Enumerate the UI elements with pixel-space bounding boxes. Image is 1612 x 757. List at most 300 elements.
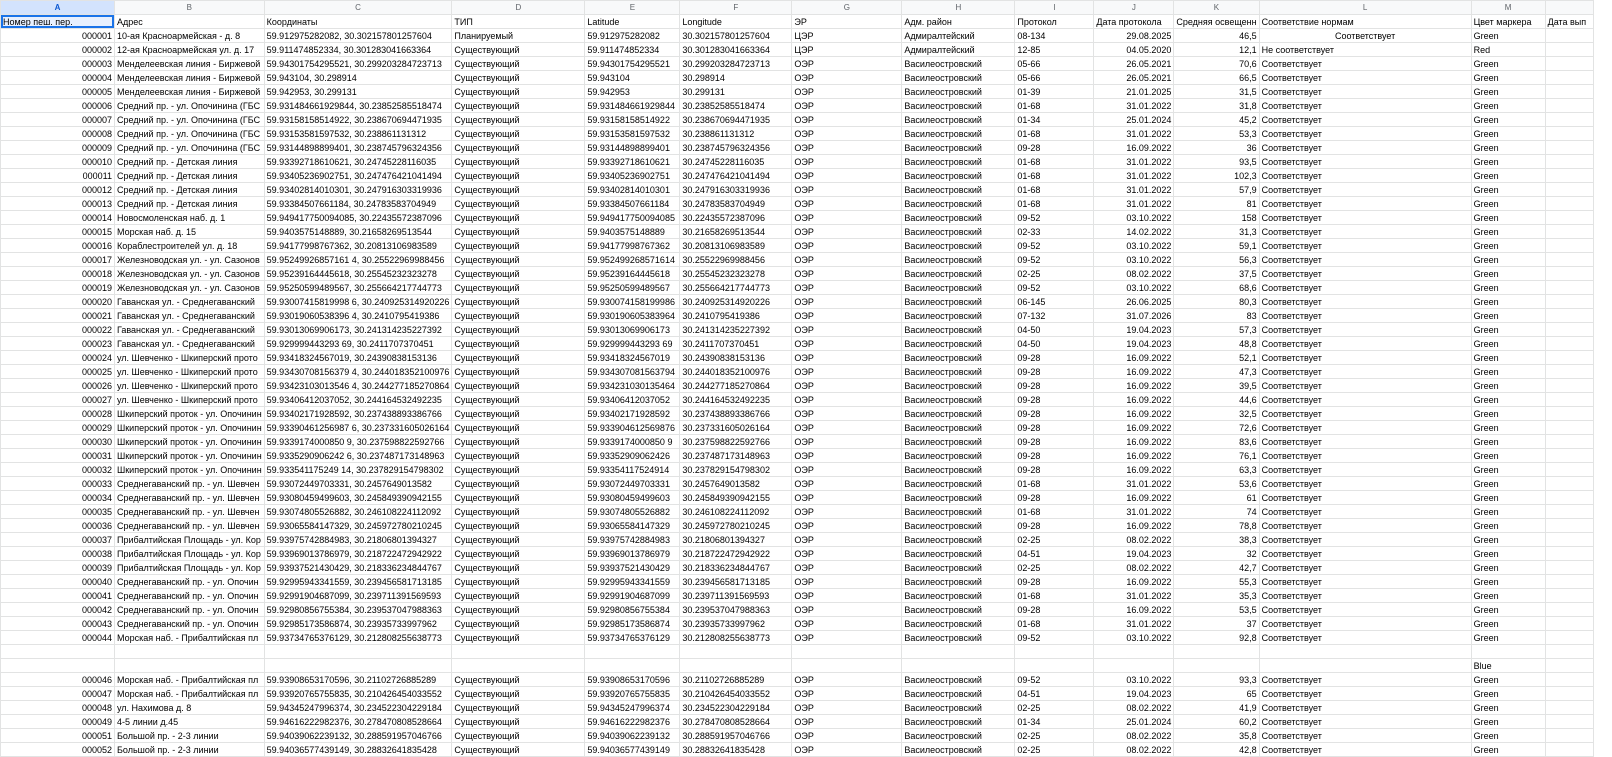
table-cell[interactable]: 01-68 xyxy=(1015,99,1094,113)
table-cell[interactable]: Существующий xyxy=(452,43,585,57)
table-cell[interactable]: Существующий xyxy=(452,267,585,281)
table-cell[interactable]: 31.01.2022 xyxy=(1094,589,1174,603)
table-cell[interactable]: Соответствует xyxy=(1259,169,1471,183)
table-cell[interactable]: 000020 xyxy=(1,295,115,309)
table-cell[interactable] xyxy=(1545,533,1593,547)
table-cell[interactable]: 35,3 xyxy=(1174,589,1259,603)
table-cell[interactable] xyxy=(1545,463,1593,477)
table-cell[interactable]: 000026 xyxy=(1,379,115,393)
table-cell[interactable]: 000032 xyxy=(1,463,115,477)
table-cell[interactable]: Green xyxy=(1471,491,1545,505)
table-cell[interactable]: Василеостровский xyxy=(902,715,1015,729)
table-cell[interactable]: Среднегаванский пр. - ул. Опочин xyxy=(115,617,265,631)
table-cell[interactable]: 59.93352909062426 xyxy=(585,449,680,463)
table-cell[interactable]: 59.949417750094085, 30.22435572387096 xyxy=(264,211,452,225)
table-cell[interactable]: Green xyxy=(1471,519,1545,533)
table-cell[interactable]: 01-34 xyxy=(1015,715,1094,729)
table-cell[interactable]: Существующий xyxy=(452,99,585,113)
table-cell[interactable]: Green xyxy=(1471,449,1545,463)
table-cell[interactable]: Green xyxy=(1471,533,1545,547)
table-cell[interactable] xyxy=(1545,113,1593,127)
table-cell[interactable]: 59.93975742884983, 30.21806801394327 xyxy=(264,533,452,547)
table-cell[interactable]: 59.93074805526882, 30.246108224112092 xyxy=(264,505,452,519)
table-cell[interactable]: 000017 xyxy=(1,253,115,267)
table-cell[interactable] xyxy=(1259,645,1471,659)
table-cell[interactable]: Существующий xyxy=(452,603,585,617)
table-cell[interactable]: 02-25 xyxy=(1015,743,1094,757)
table-cell[interactable]: Существующий xyxy=(452,379,585,393)
table-cell[interactable]: Green xyxy=(1471,477,1545,491)
table-cell[interactable]: Среднегаванский пр. - ул. Опочин xyxy=(115,575,265,589)
table-cell[interactable]: Green xyxy=(1471,113,1545,127)
table-cell[interactable]: Существующий xyxy=(452,155,585,169)
table-cell[interactable] xyxy=(1545,43,1593,57)
table-cell[interactable]: Василеостровский xyxy=(902,687,1015,701)
table-cell[interactable]: 000004 xyxy=(1,71,115,85)
column-header-L[interactable]: L xyxy=(1259,1,1471,15)
table-cell[interactable]: 4-5 линии д.45 xyxy=(115,715,265,729)
table-cell[interactable]: Василеостровский xyxy=(902,533,1015,547)
table-cell[interactable]: Существующий xyxy=(452,589,585,603)
table-cell[interactable]: 60,2 xyxy=(1174,715,1259,729)
header-cell[interactable]: Адрес xyxy=(115,15,265,29)
table-cell[interactable]: 59.93019060538396 4, 30.2410795419386 xyxy=(264,309,452,323)
table-cell[interactable]: Существующий xyxy=(452,715,585,729)
table-cell[interactable]: Существующий xyxy=(452,463,585,477)
table-cell[interactable]: Существующий xyxy=(452,533,585,547)
table-cell[interactable]: 000051 xyxy=(1,729,115,743)
table-cell[interactable]: Существующий xyxy=(452,505,585,519)
table-cell[interactable]: 59.95250599489567, 30.255664217744773 xyxy=(264,281,452,295)
table-cell[interactable]: 59.943104, 30.298914 xyxy=(264,71,452,85)
table-cell[interactable]: 70,6 xyxy=(1174,57,1259,71)
table-cell[interactable]: 59.912975282082 xyxy=(585,29,680,43)
table-cell[interactable]: Василеостровский xyxy=(902,673,1015,687)
table-cell[interactable]: Шкиперский проток - ул. Опочинин xyxy=(115,463,265,477)
table-cell[interactable]: Железноводская ул. - ул. Сазонов xyxy=(115,281,265,295)
table-cell[interactable] xyxy=(1545,253,1593,267)
table-cell[interactable]: ОЭР xyxy=(792,267,902,281)
table-cell[interactable]: Существующий xyxy=(452,57,585,71)
table-cell[interactable]: 59.93402814010301 xyxy=(585,183,680,197)
table-cell[interactable]: Green xyxy=(1471,393,1545,407)
table-cell[interactable]: 59.93007415819998 6, 30.240925314920226 xyxy=(264,295,452,309)
table-cell[interactable]: Морская наб. д. 15 xyxy=(115,225,265,239)
table-cell[interactable]: 59.92991904687099, 30.239711391569593 xyxy=(264,589,452,603)
table-cell[interactable]: Соответствует xyxy=(1259,253,1471,267)
table-cell[interactable]: 41,9 xyxy=(1174,701,1259,715)
table-cell[interactable]: ОЭР xyxy=(792,127,902,141)
table-cell[interactable]: 25.01.2024 xyxy=(1094,113,1174,127)
table-cell[interactable]: Соответствует xyxy=(1259,701,1471,715)
table-cell[interactable]: Большой пр. - 2-3 линии xyxy=(115,729,265,743)
table-cell[interactable]: 59.95249926857161 4, 30.25522969988456 xyxy=(264,253,452,267)
table-cell[interactable] xyxy=(1259,659,1471,673)
table-cell[interactable]: ОЭР xyxy=(792,449,902,463)
table-cell[interactable]: 46,5 xyxy=(1174,29,1259,43)
header-cell[interactable]: Номер пеш. пер. xyxy=(1,15,115,29)
table-cell[interactable]: 31,5 xyxy=(1174,85,1259,99)
table-cell[interactable] xyxy=(1545,211,1593,225)
table-cell[interactable]: 59.934231030135464 xyxy=(585,379,680,393)
table-cell[interactable]: ОЭР xyxy=(792,351,902,365)
table-cell[interactable]: 000014 xyxy=(1,211,115,225)
table-cell[interactable]: 72,6 xyxy=(1174,421,1259,435)
table-cell[interactable]: 59.92985173586874 xyxy=(585,617,680,631)
table-cell[interactable]: 59.93158158514922 xyxy=(585,113,680,127)
column-header-M[interactable]: M xyxy=(1471,1,1545,15)
table-cell[interactable]: 59,1 xyxy=(1174,239,1259,253)
table-cell[interactable]: Соответствует xyxy=(1259,743,1471,757)
table-cell[interactable] xyxy=(792,659,902,673)
table-cell[interactable]: Василеостровский xyxy=(902,57,1015,71)
table-cell[interactable]: Существующий xyxy=(452,85,585,99)
table-cell[interactable]: 26.05.2021 xyxy=(1094,57,1174,71)
table-cell[interactable] xyxy=(452,645,585,659)
table-cell[interactable]: Green xyxy=(1471,617,1545,631)
table-cell[interactable]: Существующий xyxy=(452,491,585,505)
table-cell[interactable]: 03.10.2022 xyxy=(1094,239,1174,253)
table-cell[interactable]: ОЭР xyxy=(792,71,902,85)
table-cell[interactable]: Существующий xyxy=(452,435,585,449)
table-cell[interactable]: 01-68 xyxy=(1015,183,1094,197)
table-cell[interactable] xyxy=(1545,645,1593,659)
table-cell[interactable]: 000001 xyxy=(1,29,115,43)
column-header-extra[interactable] xyxy=(1545,1,1593,15)
table-cell[interactable]: Существующий xyxy=(452,519,585,533)
table-cell[interactable]: 30.25545232323278 xyxy=(680,267,792,281)
table-cell[interactable]: Соответствует xyxy=(1259,589,1471,603)
table-cell[interactable]: 30.247476421041494 xyxy=(680,169,792,183)
table-cell[interactable]: ОЭР xyxy=(792,617,902,631)
table-cell[interactable] xyxy=(1545,155,1593,169)
table-cell[interactable]: 08-134 xyxy=(1015,29,1094,43)
table-cell[interactable]: Green xyxy=(1471,253,1545,267)
table-cell[interactable]: 000016 xyxy=(1,239,115,253)
table-cell[interactable]: 59.93384507661184 xyxy=(585,197,680,211)
table-cell[interactable]: Среднегаванский пр. - ул. Шевчен xyxy=(115,505,265,519)
table-cell[interactable] xyxy=(680,659,792,673)
table-cell[interactable] xyxy=(1545,239,1593,253)
table-cell[interactable]: Менделеевская линия - Биржевой xyxy=(115,85,265,99)
table-cell[interactable] xyxy=(452,659,585,673)
table-cell[interactable]: 000040 xyxy=(1,575,115,589)
table-cell[interactable] xyxy=(1545,169,1593,183)
table-cell[interactable] xyxy=(585,645,680,659)
table-cell[interactable]: 000044 xyxy=(1,631,115,645)
table-cell[interactable]: Green xyxy=(1471,281,1545,295)
table-cell[interactable]: Существующий xyxy=(452,407,585,421)
table-cell[interactable]: Существующий xyxy=(452,197,585,211)
table-cell[interactable] xyxy=(1545,519,1593,533)
table-cell[interactable]: 16.09.2022 xyxy=(1094,379,1174,393)
table-cell[interactable]: ОЭР xyxy=(792,491,902,505)
table-cell[interactable]: 59.93406412037052 xyxy=(585,393,680,407)
table-cell[interactable]: ОЭР xyxy=(792,281,902,295)
table-cell[interactable]: 59.929999443293 69 xyxy=(585,337,680,351)
table-cell[interactable]: 59.92980856755384 xyxy=(585,603,680,617)
table-cell[interactable]: Соответствует xyxy=(1259,393,1471,407)
table-cell[interactable]: Соответствует xyxy=(1259,379,1471,393)
table-cell[interactable]: 59.911474852334 xyxy=(585,43,680,57)
table-cell[interactable] xyxy=(1545,715,1593,729)
table-cell[interactable]: Существующий xyxy=(452,743,585,757)
table-cell[interactable]: 92,8 xyxy=(1174,631,1259,645)
table-cell[interactable]: 000011 xyxy=(1,169,115,183)
table-cell[interactable]: Green xyxy=(1471,701,1545,715)
table-cell[interactable]: Василеостровский xyxy=(902,603,1015,617)
table-cell[interactable]: 08.02.2022 xyxy=(1094,561,1174,575)
table-cell[interactable]: Среднегаванский пр. - ул. Шевчен xyxy=(115,519,265,533)
table-cell[interactable]: 25.01.2024 xyxy=(1094,715,1174,729)
table-cell[interactable]: 30.244277185270864 xyxy=(680,379,792,393)
table-cell[interactable]: Соответствует xyxy=(1259,673,1471,687)
table-cell[interactable]: 03.10.2022 xyxy=(1094,211,1174,225)
table-cell[interactable]: 59.93418324567019, 30.24390838153136 xyxy=(264,351,452,365)
table-cell[interactable]: ОЭР xyxy=(792,323,902,337)
table-cell[interactable]: 000048 xyxy=(1,701,115,715)
table-cell[interactable]: Василеостровский xyxy=(902,701,1015,715)
column-header-B[interactable]: B xyxy=(115,1,265,15)
table-cell[interactable]: 09-52 xyxy=(1015,281,1094,295)
table-cell[interactable]: 59.9339174000850 9, 30.237598822592766 xyxy=(264,435,452,449)
table-cell[interactable]: 30.245972780210245 xyxy=(680,519,792,533)
table-cell[interactable]: 59.94177998767362, 30.20813106983589 xyxy=(264,239,452,253)
table-cell[interactable]: 59.93975742884983 xyxy=(585,533,680,547)
table-cell[interactable] xyxy=(1545,729,1593,743)
table-cell[interactable]: 83,6 xyxy=(1174,435,1259,449)
table-cell[interactable]: Существующий xyxy=(452,477,585,491)
table-cell[interactable]: Существующий xyxy=(452,225,585,239)
table-cell[interactable]: Соответствует xyxy=(1259,477,1471,491)
table-cell[interactable]: ОЭР xyxy=(792,407,902,421)
table-cell[interactable]: Соответствует xyxy=(1259,687,1471,701)
table-cell[interactable]: 000043 xyxy=(1,617,115,631)
table-cell[interactable]: Green xyxy=(1471,323,1545,337)
table-cell[interactable]: 000018 xyxy=(1,267,115,281)
table-cell[interactable] xyxy=(1015,659,1094,673)
table-cell[interactable]: 30.21102726885289 xyxy=(680,673,792,687)
table-cell[interactable]: 53,5 xyxy=(1174,603,1259,617)
table-cell[interactable]: 000005 xyxy=(1,85,115,99)
table-cell[interactable] xyxy=(1545,71,1593,85)
table-cell[interactable]: 76,1 xyxy=(1174,449,1259,463)
table-cell[interactable]: 16.09.2022 xyxy=(1094,421,1174,435)
table-cell[interactable]: 59.93354117524914 xyxy=(585,463,680,477)
table-cell[interactable]: 59.93392718610621, 30.24745228116035 xyxy=(264,155,452,169)
table-cell[interactable]: 36 xyxy=(1174,141,1259,155)
table-cell[interactable]: 16.09.2022 xyxy=(1094,435,1174,449)
table-cell[interactable]: 30.218722472942922 xyxy=(680,547,792,561)
table-cell[interactable]: 30.247916303319936 xyxy=(680,183,792,197)
table-cell[interactable]: Гаванская ул. - Среднегаванский xyxy=(115,337,265,351)
table-cell[interactable]: 000019 xyxy=(1,281,115,295)
table-cell[interactable]: 59.93734765376129, 30.212808255638773 xyxy=(264,631,452,645)
table-cell[interactable]: 14.02.2022 xyxy=(1094,225,1174,239)
table-cell[interactable]: 02-25 xyxy=(1015,701,1094,715)
table-cell[interactable] xyxy=(1545,351,1593,365)
table-cell[interactable]: Соответствует xyxy=(1259,309,1471,323)
table-cell[interactable]: 000025 xyxy=(1,365,115,379)
table-cell[interactable]: Соответствует xyxy=(1259,575,1471,589)
table-cell[interactable]: Соответствует xyxy=(1259,155,1471,169)
table-cell[interactable]: Василеостровский xyxy=(902,211,1015,225)
table-cell[interactable]: 59.93144898899401 xyxy=(585,141,680,155)
table-cell[interactable]: 30.237829154798302 xyxy=(680,463,792,477)
table-cell[interactable]: Green xyxy=(1471,589,1545,603)
table-cell[interactable]: 01-68 xyxy=(1015,617,1094,631)
table-cell[interactable]: Соответствует xyxy=(1259,225,1471,239)
table-cell[interactable] xyxy=(1545,337,1593,351)
table-cell[interactable] xyxy=(1545,393,1593,407)
table-cell[interactable]: Соответствует xyxy=(1259,547,1471,561)
table-cell[interactable]: ОЭР xyxy=(792,519,902,533)
table-cell[interactable]: Средний пр. - Детская линия xyxy=(115,197,265,211)
table-cell[interactable]: 30.210426454033552 xyxy=(680,687,792,701)
table-cell[interactable]: 30.238745796324356 xyxy=(680,141,792,155)
table-cell[interactable]: Существующий xyxy=(452,421,585,435)
table-cell[interactable]: 59.93080459499603, 30.245849390942155 xyxy=(264,491,452,505)
table-cell[interactable]: Green xyxy=(1471,407,1545,421)
table-cell[interactable]: Green xyxy=(1471,169,1545,183)
column-header-A[interactable]: A xyxy=(1,1,115,15)
table-cell[interactable] xyxy=(115,645,265,659)
table-cell[interactable]: 000042 xyxy=(1,603,115,617)
table-cell[interactable]: 01-68 xyxy=(1015,169,1094,183)
table-cell[interactable]: 30.2410795419386 xyxy=(680,309,792,323)
table-cell[interactable]: 09-52 xyxy=(1015,631,1094,645)
table-cell[interactable]: Прибалтийская Площадь - ул. Кор xyxy=(115,547,265,561)
table-cell[interactable]: 59.93402171928592, 30.237438893386766 xyxy=(264,407,452,421)
table-cell[interactable]: 59.93908653170596, 30.21102726885289 xyxy=(264,673,452,687)
table-cell[interactable]: ОЭР xyxy=(792,393,902,407)
table-cell[interactable]: Морская наб. - Прибалтийская пл xyxy=(115,631,265,645)
table-cell[interactable]: 000013 xyxy=(1,197,115,211)
table-cell[interactable]: 000024 xyxy=(1,351,115,365)
table-cell[interactable]: Соответствует xyxy=(1259,85,1471,99)
table-cell[interactable]: Соответствует xyxy=(1259,491,1471,505)
table-cell[interactable]: 59.929999443293 69, 30.2411707370451 xyxy=(264,337,452,351)
table-cell[interactable]: 59.93065584147329 xyxy=(585,519,680,533)
table-cell[interactable]: 09-28 xyxy=(1015,449,1094,463)
table-cell[interactable]: Соответствует xyxy=(1259,463,1471,477)
table-cell[interactable]: Green xyxy=(1471,29,1545,43)
table-cell[interactable]: Существующий xyxy=(452,393,585,407)
table-cell[interactable]: 59.93406412037052, 30.244164532492235 xyxy=(264,393,452,407)
table-cell[interactable]: 09-28 xyxy=(1015,491,1094,505)
table-cell[interactable]: 37,5 xyxy=(1174,267,1259,281)
table-cell[interactable]: 47,3 xyxy=(1174,365,1259,379)
table-cell[interactable]: ОЭР xyxy=(792,239,902,253)
table-cell[interactable]: Василеостровский xyxy=(902,743,1015,757)
table-cell[interactable]: 04-51 xyxy=(1015,547,1094,561)
table-cell[interactable]: Существующий xyxy=(452,323,585,337)
column-header-K[interactable]: K xyxy=(1174,1,1259,15)
table-cell[interactable]: 04-51 xyxy=(1015,687,1094,701)
table-cell[interactable]: Средний пр. - ул. Опочинина (ГБС xyxy=(115,113,265,127)
table-cell[interactable]: 000033 xyxy=(1,477,115,491)
table-cell[interactable]: ОЭР xyxy=(792,463,902,477)
table-cell[interactable]: 000021 xyxy=(1,309,115,323)
column-header-G[interactable]: G xyxy=(792,1,902,15)
table-cell[interactable]: 53,6 xyxy=(1174,477,1259,491)
table-cell[interactable]: Соответствует xyxy=(1259,239,1471,253)
table-cell[interactable]: 59.92995943341559 xyxy=(585,575,680,589)
table-cell[interactable]: Существующий xyxy=(452,211,585,225)
table-cell[interactable]: Шкиперский проток - ул. Опочинин xyxy=(115,421,265,435)
table-cell[interactable]: Средний пр. - Детская линия xyxy=(115,169,265,183)
table-cell[interactable]: Василеостровский xyxy=(902,365,1015,379)
table-cell[interactable]: 30.21658269513544 xyxy=(680,225,792,239)
table-cell[interactable]: Существующий xyxy=(452,449,585,463)
table-cell[interactable]: Существующий xyxy=(452,351,585,365)
table-cell[interactable]: 09-28 xyxy=(1015,351,1094,365)
header-cell[interactable]: ЭР xyxy=(792,15,902,29)
table-cell[interactable]: ОЭР xyxy=(792,253,902,267)
table-cell[interactable]: 59.9339174000850 9 xyxy=(585,435,680,449)
table-cell[interactable]: 30.24745228116035 xyxy=(680,155,792,169)
table-cell[interactable]: Green xyxy=(1471,729,1545,743)
table-cell[interactable]: ОЭР xyxy=(792,701,902,715)
table-cell[interactable]: 59.93402171928592 xyxy=(585,407,680,421)
table-cell[interactable]: 32 xyxy=(1174,547,1259,561)
table-cell[interactable]: Василеостровский xyxy=(902,589,1015,603)
table-cell[interactable]: Соответствует xyxy=(1259,57,1471,71)
table-cell[interactable]: Морская наб. - Прибалтийская пл xyxy=(115,673,265,687)
table-cell[interactable]: Существующий xyxy=(452,71,585,85)
table-cell[interactable] xyxy=(1545,309,1593,323)
table-cell[interactable]: 44,6 xyxy=(1174,393,1259,407)
table-cell[interactable]: Green xyxy=(1471,295,1545,309)
table-cell[interactable]: Существующий xyxy=(452,113,585,127)
table-cell[interactable] xyxy=(1545,281,1593,295)
table-cell[interactable]: 59.93153581597532, 30.238861131312 xyxy=(264,127,452,141)
table-cell[interactable] xyxy=(1545,267,1593,281)
header-cell[interactable]: Latitude xyxy=(585,15,680,29)
table-cell[interactable] xyxy=(1545,561,1593,575)
table-cell[interactable] xyxy=(1094,645,1174,659)
table-cell[interactable]: 02-25 xyxy=(1015,729,1094,743)
table-cell[interactable] xyxy=(1545,57,1593,71)
table-cell[interactable]: ОЭР xyxy=(792,687,902,701)
table-cell[interactable]: 30.299203284723713 xyxy=(680,57,792,71)
table-cell[interactable]: 78,8 xyxy=(1174,519,1259,533)
table-cell[interactable]: 59.93072449703331, 30.2457649013582 xyxy=(264,477,452,491)
table-cell[interactable] xyxy=(1545,295,1593,309)
table-cell[interactable]: 59.92995943341559, 30.239456581713185 xyxy=(264,575,452,589)
table-cell[interactable]: Василеостровский xyxy=(902,575,1015,589)
table-cell[interactable]: 59.912975282082, 30.302157801257604 xyxy=(264,29,452,43)
table-cell[interactable]: 59.93080459499603 xyxy=(585,491,680,505)
table-cell[interactable]: 09-28 xyxy=(1015,463,1094,477)
table-cell[interactable]: 09-52 xyxy=(1015,253,1094,267)
table-cell[interactable]: Существующий xyxy=(452,631,585,645)
table-cell[interactable]: Соответствует xyxy=(1259,351,1471,365)
table-cell[interactable]: Среднегаванский пр. - ул. Опочин xyxy=(115,589,265,603)
table-cell[interactable]: 30.21806801394327 xyxy=(680,533,792,547)
table-cell[interactable]: 000038 xyxy=(1,547,115,561)
table-cell[interactable]: 30.28832641835428 xyxy=(680,743,792,757)
table-cell[interactable]: Соответствует xyxy=(1259,267,1471,281)
table-cell[interactable]: Green xyxy=(1471,267,1545,281)
table-cell[interactable]: 01-68 xyxy=(1015,477,1094,491)
table-cell[interactable]: 68,6 xyxy=(1174,281,1259,295)
table-cell[interactable]: Соответствует xyxy=(1259,533,1471,547)
table-cell[interactable]: 59.93920765755835, 30.210426454033552 xyxy=(264,687,452,701)
table-cell[interactable]: 65 xyxy=(1174,687,1259,701)
table-cell[interactable]: 59.94036577439149 xyxy=(585,743,680,757)
table-cell[interactable]: 59.93969013786979, 30.218722472942922 xyxy=(264,547,452,561)
